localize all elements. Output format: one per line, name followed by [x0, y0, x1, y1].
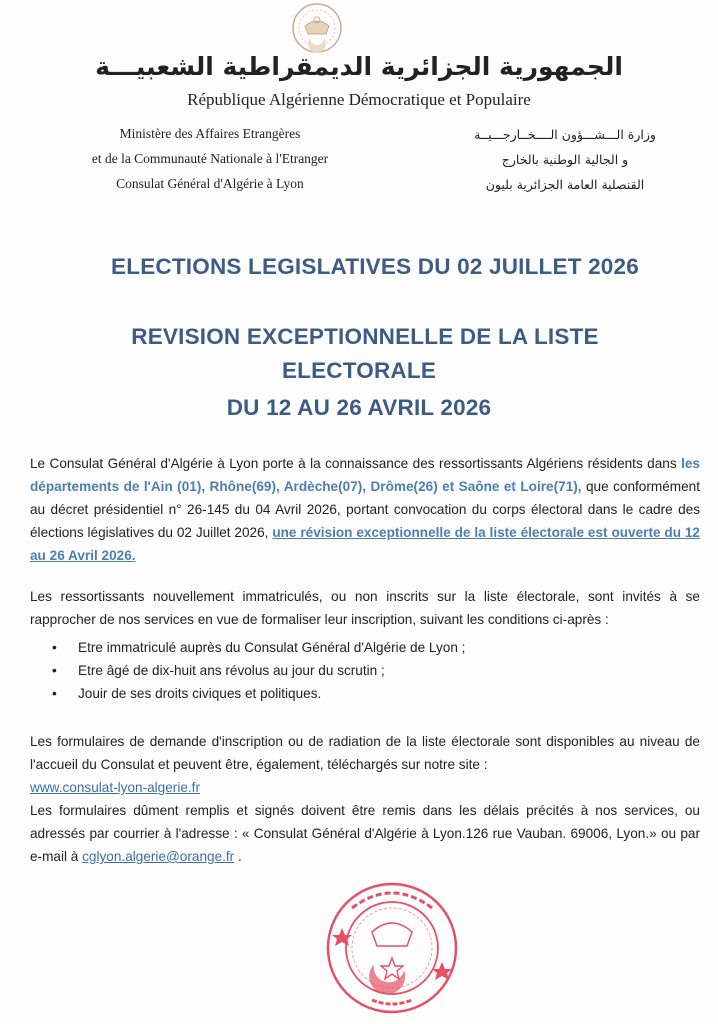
consulate-official-stamp-icon	[322, 878, 462, 1018]
revision-period-highlight: une révision exceptionnelle de la liste électorale est ouverte du 12 au 26 Avril 2026.	[30, 525, 700, 563]
ministry-line: القنصلية العامة الجزائرية بليون	[485, 177, 645, 192]
revision-title-line: ELECTORALE	[281, 358, 437, 383]
email-link[interactable]: cglyon.algerie@orange.fr	[82, 849, 235, 864]
ministry-line: وزارة الـــشـــؤون الــــخــارجـــيــة	[474, 127, 656, 142]
ministry-line: Consulat Général d'Algérie à Lyon	[116, 176, 304, 191]
republic-name-arabic: الجمهورية الجزائرية الديمقراطية الشعبيـــة	[95, 52, 623, 81]
condition-item: • Etre âgé de dix-huit ans révolus au jour du scrutin ;	[50, 659, 690, 682]
ministry-header-french	[70, 121, 350, 196]
website-link[interactable]: www.consulat-lyon-algerie.fr	[30, 780, 200, 795]
text-span: Les formulaires de demande d'inscription ou de radiation de la liste électorale sont disponibles au niveau de l'accueil du Consulat et peuvent être, également, téléchargés sur notre site :	[30, 734, 700, 772]
ministry-line: et de la Communauté Nationale à l'Etranger	[91, 151, 329, 166]
revision-title-line: REVISION EXCEPTIONNELLE DE LA LISTE	[131, 324, 599, 349]
ministry-header-arabic	[440, 122, 690, 197]
condition-item: • Jouir de ses droits civiques et politiques.	[50, 682, 690, 705]
text-span: que conformément au décret présidentiel n° 26-145 du 04 Avril 2026, portant convocation du corps électoral dans le cadre des élections législatives du 02 Juillet 2026,	[30, 479, 700, 540]
text-span: .	[234, 849, 242, 864]
forms-paragraph	[30, 730, 700, 868]
conditions-list	[50, 636, 690, 705]
elections-title: ELECTIONS LEGISLATIVES DU 02 JUILLET 2026	[111, 254, 639, 279]
condition-item: • Etre immatriculé auprès du Consulat Général d'Algérie de Lyon ;	[50, 636, 690, 659]
ministry-line: و الجالية الوطنية بالخارج	[501, 152, 629, 167]
algerian-state-emblem-icon	[291, 2, 343, 54]
departments-highlight: les départements de l'Ain (01), Rhône(69), Ardèche(07), Drôme(26) et Saône et Loire(71),	[30, 456, 700, 494]
ministry-line: Ministère des Affaires Etrangères	[119, 126, 301, 141]
republic-name-french: République Algérienne Démocratique et Populaire	[187, 90, 531, 109]
announcement-paragraph	[30, 452, 700, 567]
text-span: Le Consulat Général d'Algérie à Lyon porte à la connaissance des ressortissants Algériens résidents dans	[30, 456, 682, 471]
text-span: Les formulaires dûment remplis et signés doivent être remis dans les délais précités à nos services, ou adressés par courrier à l'adresse : « Consulat Général d'Algérie à Lyon.126 rue Vauban. 69006, Lyon.» ou par e-mail à	[30, 803, 700, 864]
revision-dates-title: DU 12 AU 26 AVRIL 2026	[226, 395, 492, 420]
eligibility-paragraph: Les ressortissants nouvellement immatriculés, ou non inscrits sur la liste électorale, sont invités à se rapprocher de nos services en vue de formaliser leur inscription, suivant les conditions ci-après :	[30, 589, 700, 627]
